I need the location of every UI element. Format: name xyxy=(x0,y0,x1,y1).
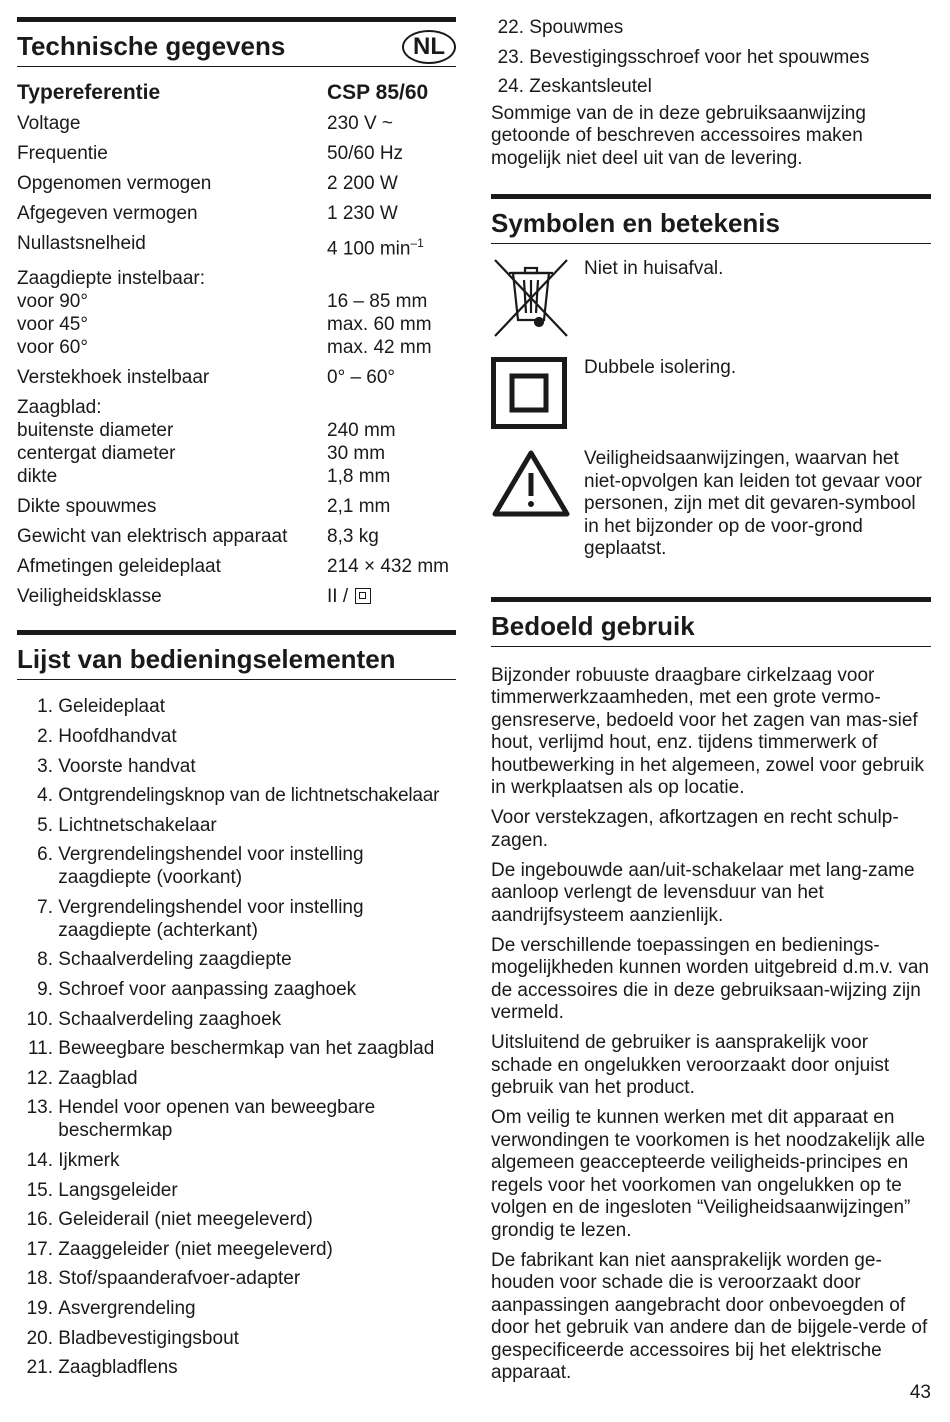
item-number: 23. xyxy=(497,46,524,68)
controls-header xyxy=(17,630,456,680)
spec-row xyxy=(17,442,456,465)
spec-value: 1,8 mm xyxy=(327,466,391,488)
right-column xyxy=(491,0,931,1392)
usage-body xyxy=(491,665,931,1385)
accessories-note: Sommige van de in deze gebruiksaanwijzing getoonde of beschreven accessoires maken mogelijk niet deel uit van de levering. xyxy=(491,102,866,169)
spec-header-label: Typereferentie xyxy=(17,81,161,104)
item-number: 14. xyxy=(26,1150,53,1172)
item-number: 4. xyxy=(37,785,53,807)
symbols-title: Symbolen en betekenis xyxy=(491,208,780,239)
item-number: 16. xyxy=(26,1209,53,1231)
spec-value: 8,3 kg xyxy=(327,526,379,548)
item-text: Stof/spaanderafvoer-adapter xyxy=(58,1268,301,1290)
item-text: Bladbevestigingsbout xyxy=(58,1327,239,1349)
spec-row xyxy=(17,172,456,195)
item-text: Geleiderail (niet meegeleverd) xyxy=(58,1209,313,1231)
spec-label: voor 90° xyxy=(17,291,88,313)
double-insulation-small-icon xyxy=(355,588,371,604)
item-text: Zeskantsleutel xyxy=(529,76,652,98)
item-text: Schaalverdeling zaagdiepte xyxy=(58,949,292,971)
list-item xyxy=(17,784,456,807)
item-text: Hendel voor openen van beweegbare beschermkap xyxy=(58,1097,376,1142)
spec-row xyxy=(17,290,456,313)
symbols-header xyxy=(491,194,931,244)
spec-row xyxy=(17,202,456,225)
list-item xyxy=(17,725,456,748)
symbol-row xyxy=(491,258,931,343)
symbol-text: Niet in huisafval. xyxy=(584,258,724,280)
spec-value: 230 V ~ xyxy=(327,113,394,134)
safety-class-value: II / xyxy=(327,586,354,608)
left-column xyxy=(17,0,456,1386)
item-number: 11. xyxy=(27,1038,53,1060)
usage-header xyxy=(491,597,931,647)
list-item xyxy=(17,1179,456,1202)
controls-list-continued xyxy=(488,16,931,98)
usage-paragraph: De verschillende toepassingen en bedienings-mogelijkheden kunnen worden uitgebreid d.m.v. van de accessoires die in deze gebruiksaan-wijzing zijn vermeld. xyxy=(491,934,929,1024)
spec-header-row xyxy=(17,81,456,104)
item-number: 3. xyxy=(37,755,53,777)
list-item xyxy=(488,46,931,69)
spec-group-label xyxy=(17,396,456,419)
double-insulation-icon xyxy=(491,357,571,434)
spec-label: Frequentie xyxy=(17,143,108,164)
spec-row xyxy=(17,525,456,548)
usage-paragraph: De ingebouwde aan/uit-schakelaar met lang-zame aanloop verlengt de levensduur van het aandrijfsysteem aanzienlijk. xyxy=(491,859,915,926)
spec-label: voor 45° xyxy=(17,314,88,336)
list-item xyxy=(17,695,456,718)
spec-row xyxy=(17,313,456,336)
usage-paragraph: Uitsluitend de gebruiker is aansprakelijk voor schade en ongelukken veroorzaakt door onjuist gebruik van het product. xyxy=(491,1032,890,1099)
item-text: Zaagblad xyxy=(58,1067,138,1089)
spec-row xyxy=(17,555,456,578)
list-item xyxy=(17,843,456,889)
list-item xyxy=(17,1067,456,1090)
item-text: Schroef voor aanpassing zaaghoek xyxy=(58,979,357,1001)
spec-label: Afmetingen geleideplaat xyxy=(17,556,221,578)
language-badge: NL xyxy=(402,30,456,64)
spec-label: Zaagblad: xyxy=(17,397,102,419)
spec-value: max. 60 mm xyxy=(327,314,432,336)
usage-paragraph: Om veilig te kunnen werken met dit apparaat en verwondingen te voorkomen is het noodzakelijk alle algemeen geaccepteerde veiligheids-principes en regels voor het voorkomen van ongelukken op te volgen en de ingesloten “Veiligheidsaanwijzingen” grondig te lezen. xyxy=(491,1107,926,1241)
symbol-row xyxy=(491,448,931,561)
list-item xyxy=(488,75,931,98)
spec-row xyxy=(17,465,456,488)
tech-header xyxy=(17,17,456,67)
item-text: Zaagbladflens xyxy=(58,1357,178,1379)
usage-title: Bedoeld gebruik xyxy=(491,610,695,641)
item-text: Vergrendelingshendel voor instelling zaagdiepte (voorkant) xyxy=(58,844,364,889)
spec-value: 2 200 W xyxy=(327,173,398,194)
item-number: 12. xyxy=(26,1067,53,1089)
item-text: Vergrendelingshendel voor instelling zaagdiepte (achterkant) xyxy=(58,896,364,941)
list-item xyxy=(17,948,456,971)
item-number: 17. xyxy=(26,1238,53,1260)
item-text: Langsgeleider xyxy=(58,1179,178,1201)
list-item xyxy=(17,896,456,942)
spec-row xyxy=(17,232,456,260)
spec-value xyxy=(327,585,456,608)
item-text: Voorste handvat xyxy=(58,755,196,777)
controls-list xyxy=(17,695,456,1379)
warning-triangle-icon xyxy=(491,448,571,561)
list-item xyxy=(17,1327,456,1350)
symbol-row xyxy=(491,357,931,434)
item-number: 8. xyxy=(37,949,53,971)
spec-group-label xyxy=(17,267,456,290)
item-number: 18. xyxy=(26,1268,53,1290)
list-item xyxy=(17,1208,456,1231)
item-number: 20. xyxy=(26,1327,53,1349)
item-number: 5. xyxy=(37,814,53,836)
spec-row xyxy=(17,336,456,359)
symbol-text: Veiligheidsaanwijzingen, waarvan het niet-opvolgen kan leiden tot gevaar voor personen, zijn met dit gevaren-symbool in het bijzonder op de voor-grond geplaatst. xyxy=(584,448,923,560)
item-text: Lichtnetschakelaar xyxy=(58,814,217,836)
spec-value: 30 mm xyxy=(327,443,386,465)
item-number: 10. xyxy=(26,1008,53,1030)
list-item xyxy=(17,1267,456,1290)
item-number: 13. xyxy=(26,1097,53,1119)
item-number: 19. xyxy=(26,1298,53,1320)
spec-value: 50/60 Hz xyxy=(327,143,404,164)
item-text: Spouwmes xyxy=(529,17,624,38)
list-item xyxy=(17,978,456,1001)
spec-label: Zaagdiepte instelbaar: xyxy=(17,268,206,290)
item-number: 2. xyxy=(37,725,53,747)
item-number: 1. xyxy=(37,696,53,718)
usage-paragraph: Bijzonder robuuste draagbare cirkelzaag voor timmerwerkzaamheden, met een grote vermo-gensreserve, bedoeld voor het zagen van mas-sief hout, verlijmd hout, enz. tijdens timmerwerk of houtbewerking in het algemeen, zowel voor gebruik in werkplaatsen als op locatie. xyxy=(491,664,925,799)
symbol-text: Dubbele isolering. xyxy=(584,357,737,379)
usage-paragraph: De fabrikant kan niet aansprakelijk worden ge-houden voor schade die is veroorzaakt door aanpassingen aangebracht door onbevoegden of door het gebruik van andere dan de bijgele-verde of gespecificeerde accessoires bij het elektrische apparaat. xyxy=(491,1249,928,1384)
spec-label: dikte xyxy=(17,466,58,488)
spec-label: voor 60° xyxy=(17,337,88,359)
spec-row xyxy=(17,585,456,608)
item-text: Asvergrendeling xyxy=(58,1298,196,1320)
speed-unit-exponent: –1 xyxy=(410,236,424,250)
speed-value: 4 100 min xyxy=(327,238,411,260)
spec-value: 0° – 60° xyxy=(327,367,396,389)
item-text: Schaalverdeling zaaghoek xyxy=(58,1008,282,1030)
spec-value: 1 230 W xyxy=(327,203,398,224)
list-item xyxy=(17,1008,456,1031)
item-text: Ijkmerk xyxy=(58,1150,120,1172)
list-item xyxy=(17,814,456,837)
spec-row xyxy=(17,495,456,518)
spec-value: 16 – 85 mm xyxy=(327,291,428,313)
spec-header-value: CSP 85/60 xyxy=(327,81,429,104)
item-number: 22. xyxy=(497,17,524,38)
item-text: Beweegbare beschermkap van het zaagblad xyxy=(58,1038,435,1060)
spec-label: Dikte spouwmes xyxy=(17,496,157,518)
item-text: Zaaggeleider (niet meegeleverd) xyxy=(58,1238,333,1260)
spec-row xyxy=(17,112,456,135)
crossed-bin-icon xyxy=(491,258,571,343)
spec-label: centergat diameter xyxy=(17,443,176,465)
controls-title: Lijst van bedieningselementen xyxy=(17,644,396,675)
spec-row xyxy=(17,142,456,165)
item-number: 7. xyxy=(37,896,53,918)
list-item xyxy=(17,1096,456,1142)
spec-label: buitenste diameter xyxy=(17,420,174,442)
spec-table xyxy=(17,81,456,608)
spec-label: Gewicht van elektrisch apparaat xyxy=(17,526,288,548)
spec-label: Opgenomen vermogen xyxy=(17,173,212,194)
list-item xyxy=(17,755,456,778)
page-number: 43 xyxy=(909,1382,931,1403)
item-text: Geleideplaat xyxy=(58,696,165,718)
item-text: Hoofdhandvat xyxy=(58,725,177,747)
list-item xyxy=(17,1356,456,1379)
list-item xyxy=(17,1238,456,1261)
spec-value: max. 42 mm xyxy=(327,337,432,359)
item-number: 9. xyxy=(37,979,53,1001)
spec-value: 240 mm xyxy=(327,420,396,442)
item-number: 24. xyxy=(497,76,524,98)
spec-label: Afgegeven vermogen xyxy=(17,203,198,224)
spec-label: Voltage xyxy=(17,113,81,134)
spec-label: Veiligheidsklasse xyxy=(17,586,162,608)
spec-value xyxy=(327,232,456,260)
spec-label: Verstekhoek instelbaar xyxy=(17,367,210,389)
item-text: Ontgrendelingsknop van de lichtnetschakelaar xyxy=(58,785,440,807)
list-item xyxy=(17,1149,456,1172)
spec-label: Nullastsnelheid xyxy=(17,233,146,254)
tech-title: Technische gegevens xyxy=(17,31,286,61)
item-number: 15. xyxy=(26,1179,53,1201)
item-number: 21. xyxy=(26,1357,53,1379)
spec-value: 2,1 mm xyxy=(327,496,391,518)
spec-row xyxy=(17,366,456,389)
spec-value: 214 × 432 mm xyxy=(327,556,449,578)
item-number: 6. xyxy=(37,844,53,866)
usage-paragraph: Voor verstekzagen, afkortzagen en recht schulp-zagen. xyxy=(491,807,899,851)
list-item xyxy=(488,16,931,39)
item-text: Bevestigingsschroef voor het spouwmes xyxy=(529,46,870,68)
spec-row xyxy=(17,419,456,442)
list-item xyxy=(17,1037,456,1060)
list-item xyxy=(17,1297,456,1320)
